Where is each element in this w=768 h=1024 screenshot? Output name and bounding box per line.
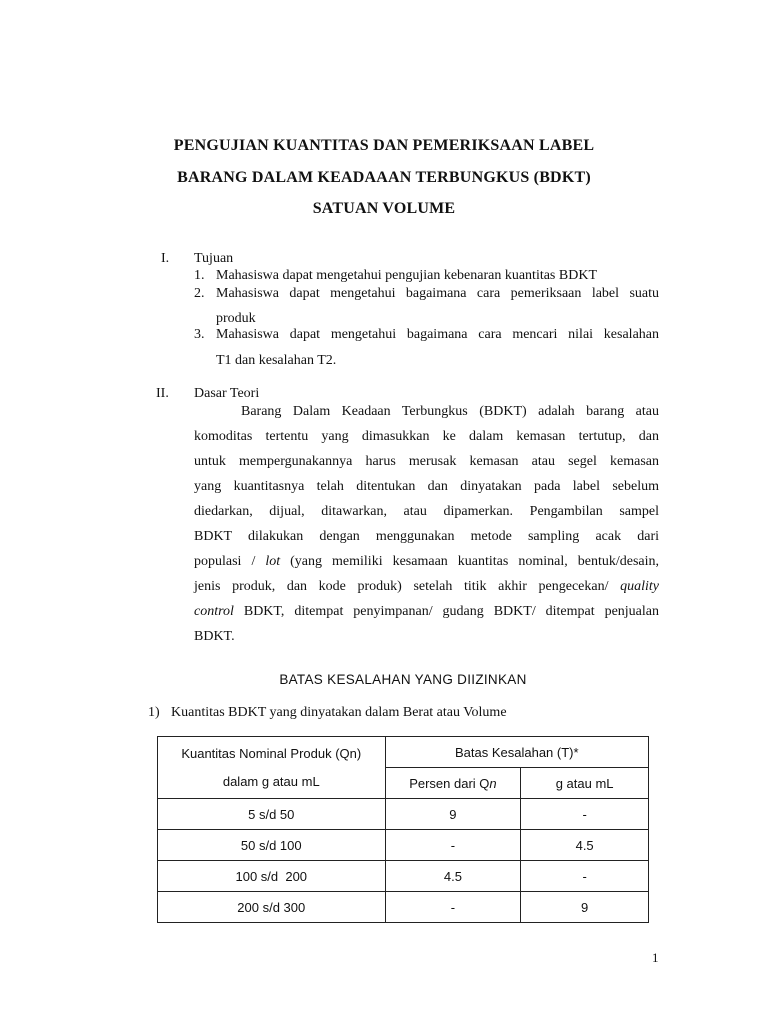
table-cell-percent: 9	[385, 799, 521, 830]
table-header-text: Persen dari Q	[409, 775, 490, 791]
section-numeral-1: I.	[161, 251, 170, 266]
paragraph-text: BDKT, ditempat penyimpanan/ gudang BDKT/ ditempat penjualan	[233, 604, 659, 619]
table-cell-range: 5 s/d 50	[158, 799, 386, 830]
paragraph-text: populasi /	[194, 554, 266, 569]
paragraph-line: BDKT.	[194, 629, 235, 644]
table-cell-percent: -	[385, 830, 521, 861]
table-header-percent	[385, 768, 521, 799]
error-limits-table	[157, 736, 649, 923]
tujuan-item-number: 1.	[194, 268, 205, 283]
table-header-line: Kuantitas Nominal Produk (Qn)	[181, 745, 362, 761]
tujuan-item-text-continued: T1 dan kesalahan T2.	[216, 353, 337, 368]
table-row	[158, 830, 649, 861]
table-cell-gml: 9	[521, 892, 649, 923]
table-row	[158, 861, 649, 892]
table-cell-range: 200 s/d 300	[158, 892, 386, 923]
table-header-nominal-quantity	[158, 737, 386, 799]
paragraph-text: (yang memiliki kesamaan kuantitas nominal, bentuk/desain,	[280, 554, 659, 569]
table-cell-range: 100 s/d 200	[158, 861, 386, 892]
table-cell-percent: 4.5	[385, 861, 521, 892]
table-row	[158, 799, 649, 830]
tujuan-item-number: 2.	[194, 286, 205, 301]
page-number: 1	[652, 950, 659, 965]
document-title-line-2: BARANG DALAM KEADAAAN TERBUNGKUS (BDKT)	[177, 169, 591, 186]
table-row	[158, 892, 649, 923]
paragraph-text: jenis produk, dan kode produk) setelah titik akhir pengecekan/	[194, 579, 621, 594]
paragraph-line	[194, 604, 659, 620]
table-cell-percent: -	[385, 892, 521, 923]
table-header-error-limit: Batas Kesalahan (T)*	[385, 737, 648, 768]
section-heading-tujuan: Tujuan	[194, 251, 234, 266]
document-title-line-3: SATUAN VOLUME	[312, 200, 456, 217]
table-cell-gml: -	[521, 861, 649, 892]
paragraph-line: diedarkan, dijual, ditawarkan, atau dipamerkan. Pengambilan sampel	[194, 504, 659, 519]
limits-heading: BATAS KESALAHAN YANG DIIZINKAN	[279, 672, 527, 687]
paragraph-italic-text: lot	[265, 554, 281, 569]
paragraph-line: komoditas tertentu yang dimasukkan ke dalam kemasan tertutup, dan	[194, 429, 659, 444]
paragraph-line: BDKT dilakukan dengan menggunakan metode sampling acak dari	[194, 529, 659, 544]
paragraph-line	[194, 554, 659, 570]
tujuan-item-text: Mahasiswa dapat mengetahui bagaimana cara mencari nilai kesalahan	[216, 327, 659, 342]
table-header-line: dalam g atau mL	[222, 773, 320, 789]
section-numeral-2: II.	[156, 386, 169, 401]
section-heading-dasar-teori: Dasar Teori	[194, 386, 260, 401]
tujuan-item-text: Mahasiswa dapat mengetahui bagaimana cara pemeriksaan label suatu	[216, 286, 659, 301]
limits-subheading-number: 1)	[148, 705, 160, 720]
paragraph-line: untuk mempergunakannya harus merusak kemasan atau segel kemasan	[194, 454, 659, 469]
table-header-italic-text: n	[489, 775, 497, 791]
tujuan-item-text-continued: produk	[216, 311, 256, 326]
limits-subheading: Kuantitas BDKT yang dinyatakan dalam Berat atau Volume	[171, 705, 507, 720]
table-header-gml: g atau mL	[521, 768, 649, 799]
paragraph-italic-text: quality	[620, 579, 659, 594]
tujuan-item-text: Mahasiswa dapat mengetahui pengujian kebenaran kuantitas BDKT	[216, 268, 597, 283]
paragraph-line	[194, 579, 659, 595]
table-cell-gml: 4.5	[521, 830, 649, 861]
paragraph-line: yang kuantitasnya telah ditentukan dan dinyatakan pada label sebelum	[194, 479, 659, 494]
paragraph-italic-text: control	[194, 604, 234, 619]
paragraph-line: Barang Dalam Keadaan Terbungkus (BDKT) adalah barang atau	[241, 404, 659, 419]
table-cell-range: 50 s/d 100	[158, 830, 386, 861]
document-title-line-1: PENGUJIAN KUANTITAS DAN PEMERIKSAAN LABEL	[173, 137, 595, 154]
table-cell-gml: -	[521, 799, 649, 830]
tujuan-item-number: 3.	[194, 327, 205, 342]
